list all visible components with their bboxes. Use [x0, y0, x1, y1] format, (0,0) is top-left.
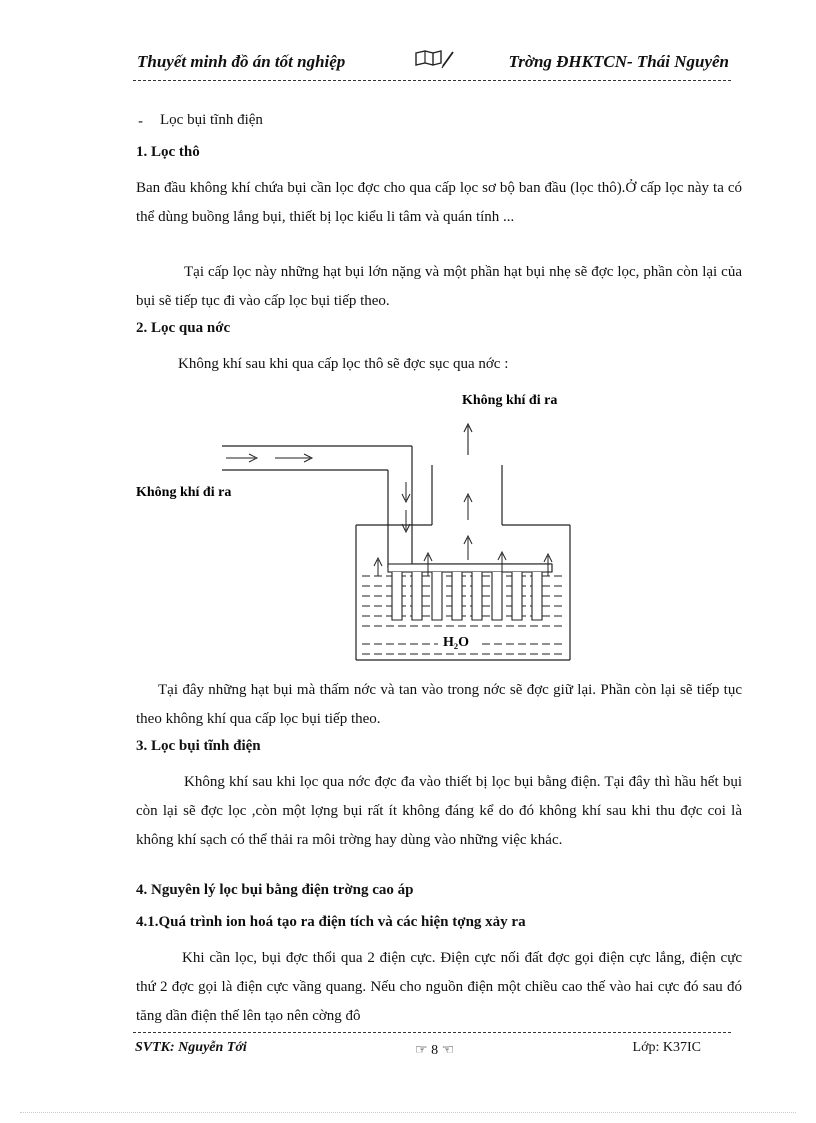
label-air-in-left: Không khí đi ra [136, 485, 232, 500]
right-hand-icon: ☜ [441, 1043, 455, 1058]
outlet-arrow-top [464, 424, 472, 455]
page-footer [133, 1040, 731, 1066]
book-pen-icon [413, 48, 455, 70]
subsection-heading-4-1: 4.1.Quá trình ion hoá tạo ra điện tích và các hiện tợng xảy ra [136, 914, 526, 930]
header-university: Trờng ĐHKTCN- Thái Nguyên [508, 52, 729, 71]
footer-class: Lớp: K37IC [632, 1040, 701, 1055]
footer-divider [133, 1032, 731, 1033]
paragraph-3: Không khí sau khi qua cấp lọc thô sẽ đợc sục qua nớc : [178, 356, 509, 372]
bubbler-comb [388, 564, 552, 620]
label-water: H₂O [443, 635, 469, 650]
section-heading-4: 4. Nguyên lý lọc bụi bằng điện trờng cao áp [136, 882, 414, 898]
header-divider [133, 80, 731, 81]
water-filter-diagram [130, 380, 750, 680]
page-number: 8 [431, 1043, 439, 1058]
bullet-item: Lọc bụi tĩnh điện [160, 112, 263, 128]
section-heading-3: 3. Lọc bụi tĩnh điện [136, 738, 261, 754]
paragraph-4: Tại đây những hạt bụi mà thấm nớc và tan vào trong nớc sẽ đợc giữ lại. Phần còn lại sẽ tiếp tục theo không khí qua cấp lọc bụi tiếp theo. [136, 682, 742, 727]
paragraph-5: Không khí sau khi lọc qua nớc đợc đa vào thiết bị lọc bụi bằng điện. Tại đây thì hầu hết bụi còn lại sẽ đợc lọc ,còn một lợng bụi rất ít không đáng kể do đó không khí sau khi thu đợc coi là không khí sạch có thể thải ra môi trờng hay dùng vào những việc khác. [136, 774, 742, 848]
header-thesis-title: Thuyết minh đồ án tốt nghiệp [137, 52, 346, 71]
section-heading-2: 2. Lọc qua nớc [136, 320, 231, 336]
bullet-dash: - [138, 112, 144, 130]
page-bottom-border [20, 1112, 796, 1113]
paragraph-6: Khi cần lọc, bụi đợc thổi qua 2 điện cực. Điện cực nối đất đợc gọi điện cực lắng, điện cực thứ 2 đợc gọi là điện cực vầng quang. Nếu cho nguồn điện một chiều cao thế vào hai cực đó sau đó tăng dần điện thế lên tạo nên cờng đô [136, 950, 742, 1024]
footer-page-number [415, 1042, 454, 1059]
label-air-out-top: Không khí đi ra [462, 393, 558, 408]
footer-student: SVTK: Nguyễn Tới [135, 1040, 247, 1055]
left-hand-icon: ☞ [415, 1043, 428, 1058]
inlet-arrows [226, 454, 410, 532]
section-heading-1: 1. Lọc thô [136, 144, 200, 160]
paragraph-2: Tại cấp lọc này những hạt bụi lớn nặng và một phần hạt bụi nhẹ sẽ đợc lọc, phần còn lại của bụi sẽ tiếp tục đi vào cấp lọc bụi tiếp theo. [136, 264, 742, 309]
page-header [133, 48, 731, 78]
paragraph-1: Ban đầu không khí chứa bụi cần lọc đợc cho qua cấp lọc sơ bộ ban đầu (lọc thô).Ở cấp lọc này ta có thể dùng buồng lắng bụi, thiết bị lọc kiểu li tâm và quán tính ... [136, 180, 742, 225]
